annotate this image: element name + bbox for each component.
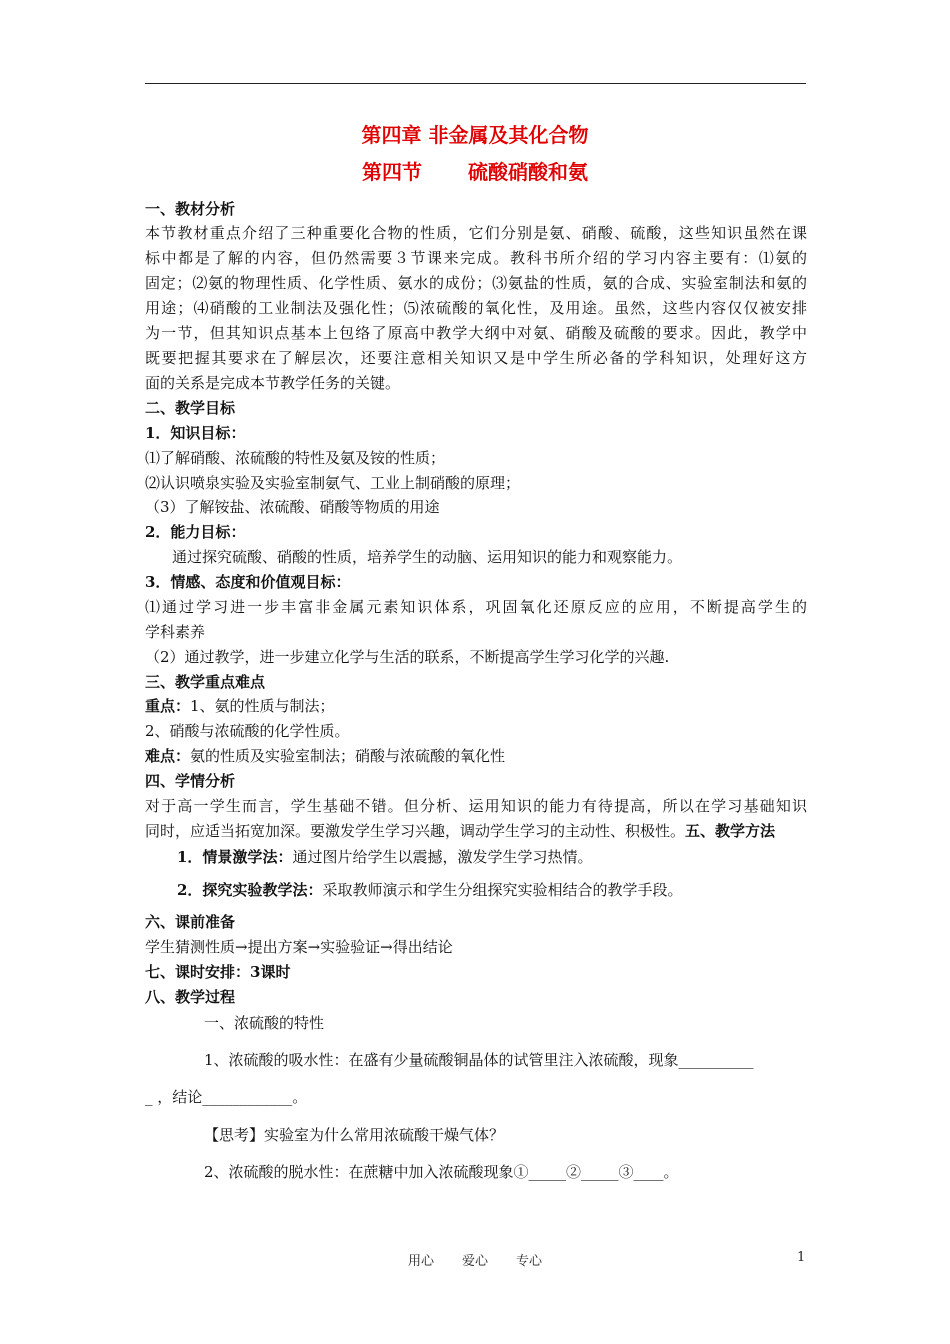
difficulty-line: [145, 745, 807, 767]
header-rule: [145, 83, 806, 84]
paragraph-line: 为一节，但其知识点基本上包络了原高中教学大纲中对氨、硝酸及硫酸的要求。因此，教学中: [145, 324, 807, 342]
section-name: 硫酸硝酸和氨: [468, 160, 588, 184]
chapter-title: 第四章 非金属及其化合物: [361, 123, 589, 147]
section-title: [0, 159, 950, 185]
paragraph-line: 本节教材重点介绍了三种重要化合物的性质，它们分别是氨、硝酸、硫酸，这些知识虽然在课: [145, 224, 807, 242]
list-item: ⑴了解硝酸、浓硫酸的特性及氨及铵的性质；: [145, 449, 446, 467]
list-item: 通过探究硫酸、硝酸的性质，培养学生的动脑、运用知识的能力和观察能力。: [172, 548, 683, 566]
list-item: （2）通过教学，进一步建立化学与生活的联系，不断提高学生学习化学的兴趣.: [145, 648, 670, 666]
preparation-text: 学生猜测性质→提出方案→实验验证→得出结论: [145, 938, 453, 956]
page-footer: [0, 1250, 950, 1269]
think-question: 【思考】实验室为什么常用浓硫酸干燥气体？: [204, 1126, 505, 1144]
paragraph-line: 既要把握其要求在了解层次，还要注意相关知识又是中学生所必备的学科知识，处理好这方: [145, 349, 807, 367]
method-2-label: 2．探究实验教学法：: [177, 881, 323, 899]
list-item: ⑵认识喷泉实验及实验室制氨气、工业上制硝酸的原理；: [145, 474, 521, 492]
method-1-text: 通过图片给学生以震撼，激发学生学习热情。: [292, 848, 593, 866]
heading-key-points: 三、教学重点难点: [145, 673, 266, 691]
list-item: 学科素养: [145, 623, 206, 641]
key-point-line: [145, 695, 807, 717]
list-item: （3）了解铵盐、浓硫酸、硝酸等物质的用途: [145, 498, 440, 516]
paragraph-text: 同时，应适当拓宽加深。要激发学生学习兴趣，调动学生学习的主动性、积极性。: [145, 822, 686, 840]
list-item: ⑴通过学习进一步丰富非金属元素知识体系，巩固氧化还原反应的应用，不断提高学生的: [145, 598, 807, 616]
method-1-label: 1．情景激学法：: [177, 848, 293, 866]
footer-word: 用心: [407, 1254, 434, 1269]
heading-ability-goals: 2．能力目标：: [145, 523, 246, 541]
paragraph-line: 固定；⑵氨的物理性质、化学性质、氨水的成份；⑶氨盐的性质，氨的合成、实验室制法和氨的: [145, 274, 807, 292]
heading-learner-analysis: 四、学情分析: [145, 772, 236, 790]
page-number: 1: [797, 1250, 806, 1265]
heading-preparation: 六、课前准备: [145, 913, 236, 931]
heading-textbook-analysis: 一、教材分析: [145, 200, 236, 218]
key-label: 重点：: [145, 697, 191, 715]
difficulty-text: 氨的性质及实验室制法；硝酸与浓硫酸的氧化性: [190, 747, 506, 765]
heading-teaching-methods: 五、教学方法: [685, 822, 776, 840]
process-text: _ ，结论____________。: [145, 1088, 308, 1106]
heading-schedule: 七、课时安排：3课时: [145, 963, 291, 981]
method-2: [177, 879, 839, 901]
footer-word: 爱心: [461, 1254, 488, 1269]
method-2-text: 采取教师演示和学生分组探究实验相结合的教学手段。: [322, 881, 683, 899]
heading-teaching-process: 八、教学过程: [145, 988, 236, 1006]
key-point-2: 2、硝酸与浓硫酸的化学性质。: [145, 722, 350, 740]
process-text: 1、浓硫酸的吸水性：在盛有少量硫酸铜晶体的试管里注入浓硫酸，现象__________: [204, 1051, 754, 1069]
heading-knowledge-goals: 1．知识目标：: [145, 424, 246, 442]
paragraph-line: 对于高一学生而言，学生基础不错。但分析、运用知识的能力有待提高，所以在学习基础知识: [145, 797, 807, 815]
footer-word: 专心: [516, 1254, 543, 1269]
heading-emotion-goals: 3．情感、态度和价值观目标：: [145, 573, 351, 591]
process-subheading: 一、浓硫酸的特性: [204, 1014, 325, 1032]
process-text: 2、浓硫酸的脱水性：在蔗糖中加入浓硫酸现象①_____②_____③____。: [204, 1163, 679, 1181]
paragraph-line: 标中都是了解的内容，但仍然需要３节课来完成。教科书所介绍的学习内容主要有：⑴氨的: [145, 249, 807, 267]
heading-teaching-goals: 二、教学目标: [145, 399, 236, 417]
method-1: [177, 846, 839, 868]
key-point-1: 1、氨的性质与制法；: [190, 697, 335, 715]
paragraph-line: 用途；⑷硝酸的工业制法及强化性；⑸浓硫酸的氧化性，及用途。虽然，这些内容仅仅被安排: [145, 299, 807, 317]
difficulty-label: 难点：: [145, 747, 191, 765]
paragraph-line: 面的关系是完成本节教学任务的关键。: [145, 374, 401, 392]
paragraph-line: [145, 820, 807, 842]
section-number: 第四节: [362, 160, 422, 184]
